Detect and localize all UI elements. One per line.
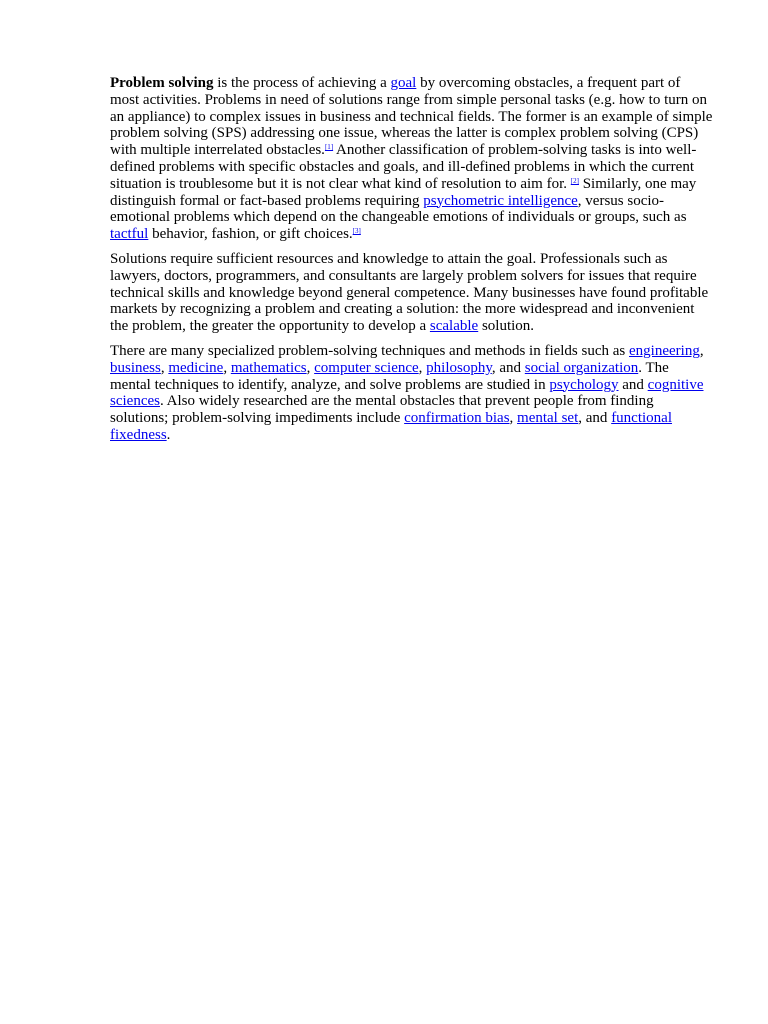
citation-link-3[interactable]: [3] [352, 227, 361, 236]
text-run: , versus socio-emotional problems which depend on the changeable emotions of individuals or groups, such as [110, 192, 687, 226]
separator: , [699, 342, 704, 359]
link-goal[interactable]: goal [390, 75, 417, 91]
citation-link-1[interactable]: [1] [324, 143, 334, 152]
text-run: by overcoming obstacles, a frequent part of most activities. Problems in need of solutions range from simple personal tasks (e.g. how to turn on an appliance) to complex issues in business and technical fields. The former is an example of simple problem solving (SPS) addressing one issue, whereas the latter is complex problem solving (CPS) with multiple interrelated obstacles. [110, 75, 713, 159]
link-mathematics[interactable]: mathematics [230, 359, 307, 376]
paragraph-2 [110, 251, 713, 335]
article-body [110, 75, 713, 452]
text-run: . Also widely researched are the mental obstacles that prevent people from finding solutions; problem-solving impediments include [110, 393, 654, 427]
link-scalable[interactable]: scalable [429, 318, 479, 335]
citation-link-2[interactable]: [2] [570, 176, 579, 185]
link-engineering[interactable]: engineering [629, 342, 700, 359]
link-tactful[interactable]: tactful [110, 226, 149, 243]
link-psychometric-intelligence[interactable]: psychometric intelligence [423, 192, 578, 209]
text-run: and [618, 376, 648, 393]
separator: , and [578, 410, 612, 427]
separator: , and [491, 359, 525, 376]
link-psychology[interactable]: psychology [549, 376, 619, 393]
separator: , [418, 359, 427, 376]
separator: , [306, 359, 315, 376]
link-computer-science[interactable]: computer science [314, 359, 419, 376]
link-mental-set[interactable]: mental set [517, 410, 579, 427]
citation-3 [353, 227, 361, 235]
text-run: . The mental techniques to identify, analyze, and solve problems are studied in [110, 359, 669, 393]
paragraph-1 [110, 75, 713, 243]
link-confirmation-bias[interactable]: confirmation bias [404, 410, 510, 427]
citation-1 [325, 143, 333, 151]
bold-term: Problem solving [110, 75, 214, 91]
separator: , [223, 359, 231, 376]
separator: , [160, 359, 169, 376]
link-business[interactable]: business [110, 359, 161, 376]
link-functional-fixedness[interactable]: functional fixedness [110, 410, 673, 443]
text-run: Similarly, one may distinguish formal or fact-based problems requiring [110, 175, 697, 209]
citation-2 [571, 177, 579, 185]
text-run: behavior, fashion, or gift choices. [148, 226, 353, 243]
text-run: Solutions require sufficient resources and knowledge to attain the goal. Professionals such as lawyers, doctors, programmers, and consultants are largely problem solvers for issues that require technical skills and knowledge beyond general competence. Many businesses have found profitable markets by recognizing a problem and creating a solution: the more widespread and inconvenient the problem, the greater the opportunity to develop a [110, 250, 709, 335]
link-social-organization[interactable]: social organization [524, 359, 639, 376]
paragraph-3 [110, 343, 713, 444]
link-philosophy[interactable]: philosophy [426, 359, 492, 376]
separator: , [509, 410, 518, 427]
text-run: There are many specialized problem-solving techniques and methods in fields such as [110, 342, 630, 359]
link-cognitive-sciences[interactable]: cognitive sciences [110, 376, 704, 410]
text-run: Another classification of problem-solving tasks is into well-defined problems with specific obstacles and goals, and ill-defined problems in which the current situation is troublesome but it is not clear what kind of resolution to aim for. [110, 142, 697, 192]
text-run: . [166, 426, 171, 443]
text-run: solution. [478, 318, 535, 335]
text-run: is the process of achieving a [213, 75, 391, 91]
link-medicine[interactable]: medicine [168, 359, 224, 376]
